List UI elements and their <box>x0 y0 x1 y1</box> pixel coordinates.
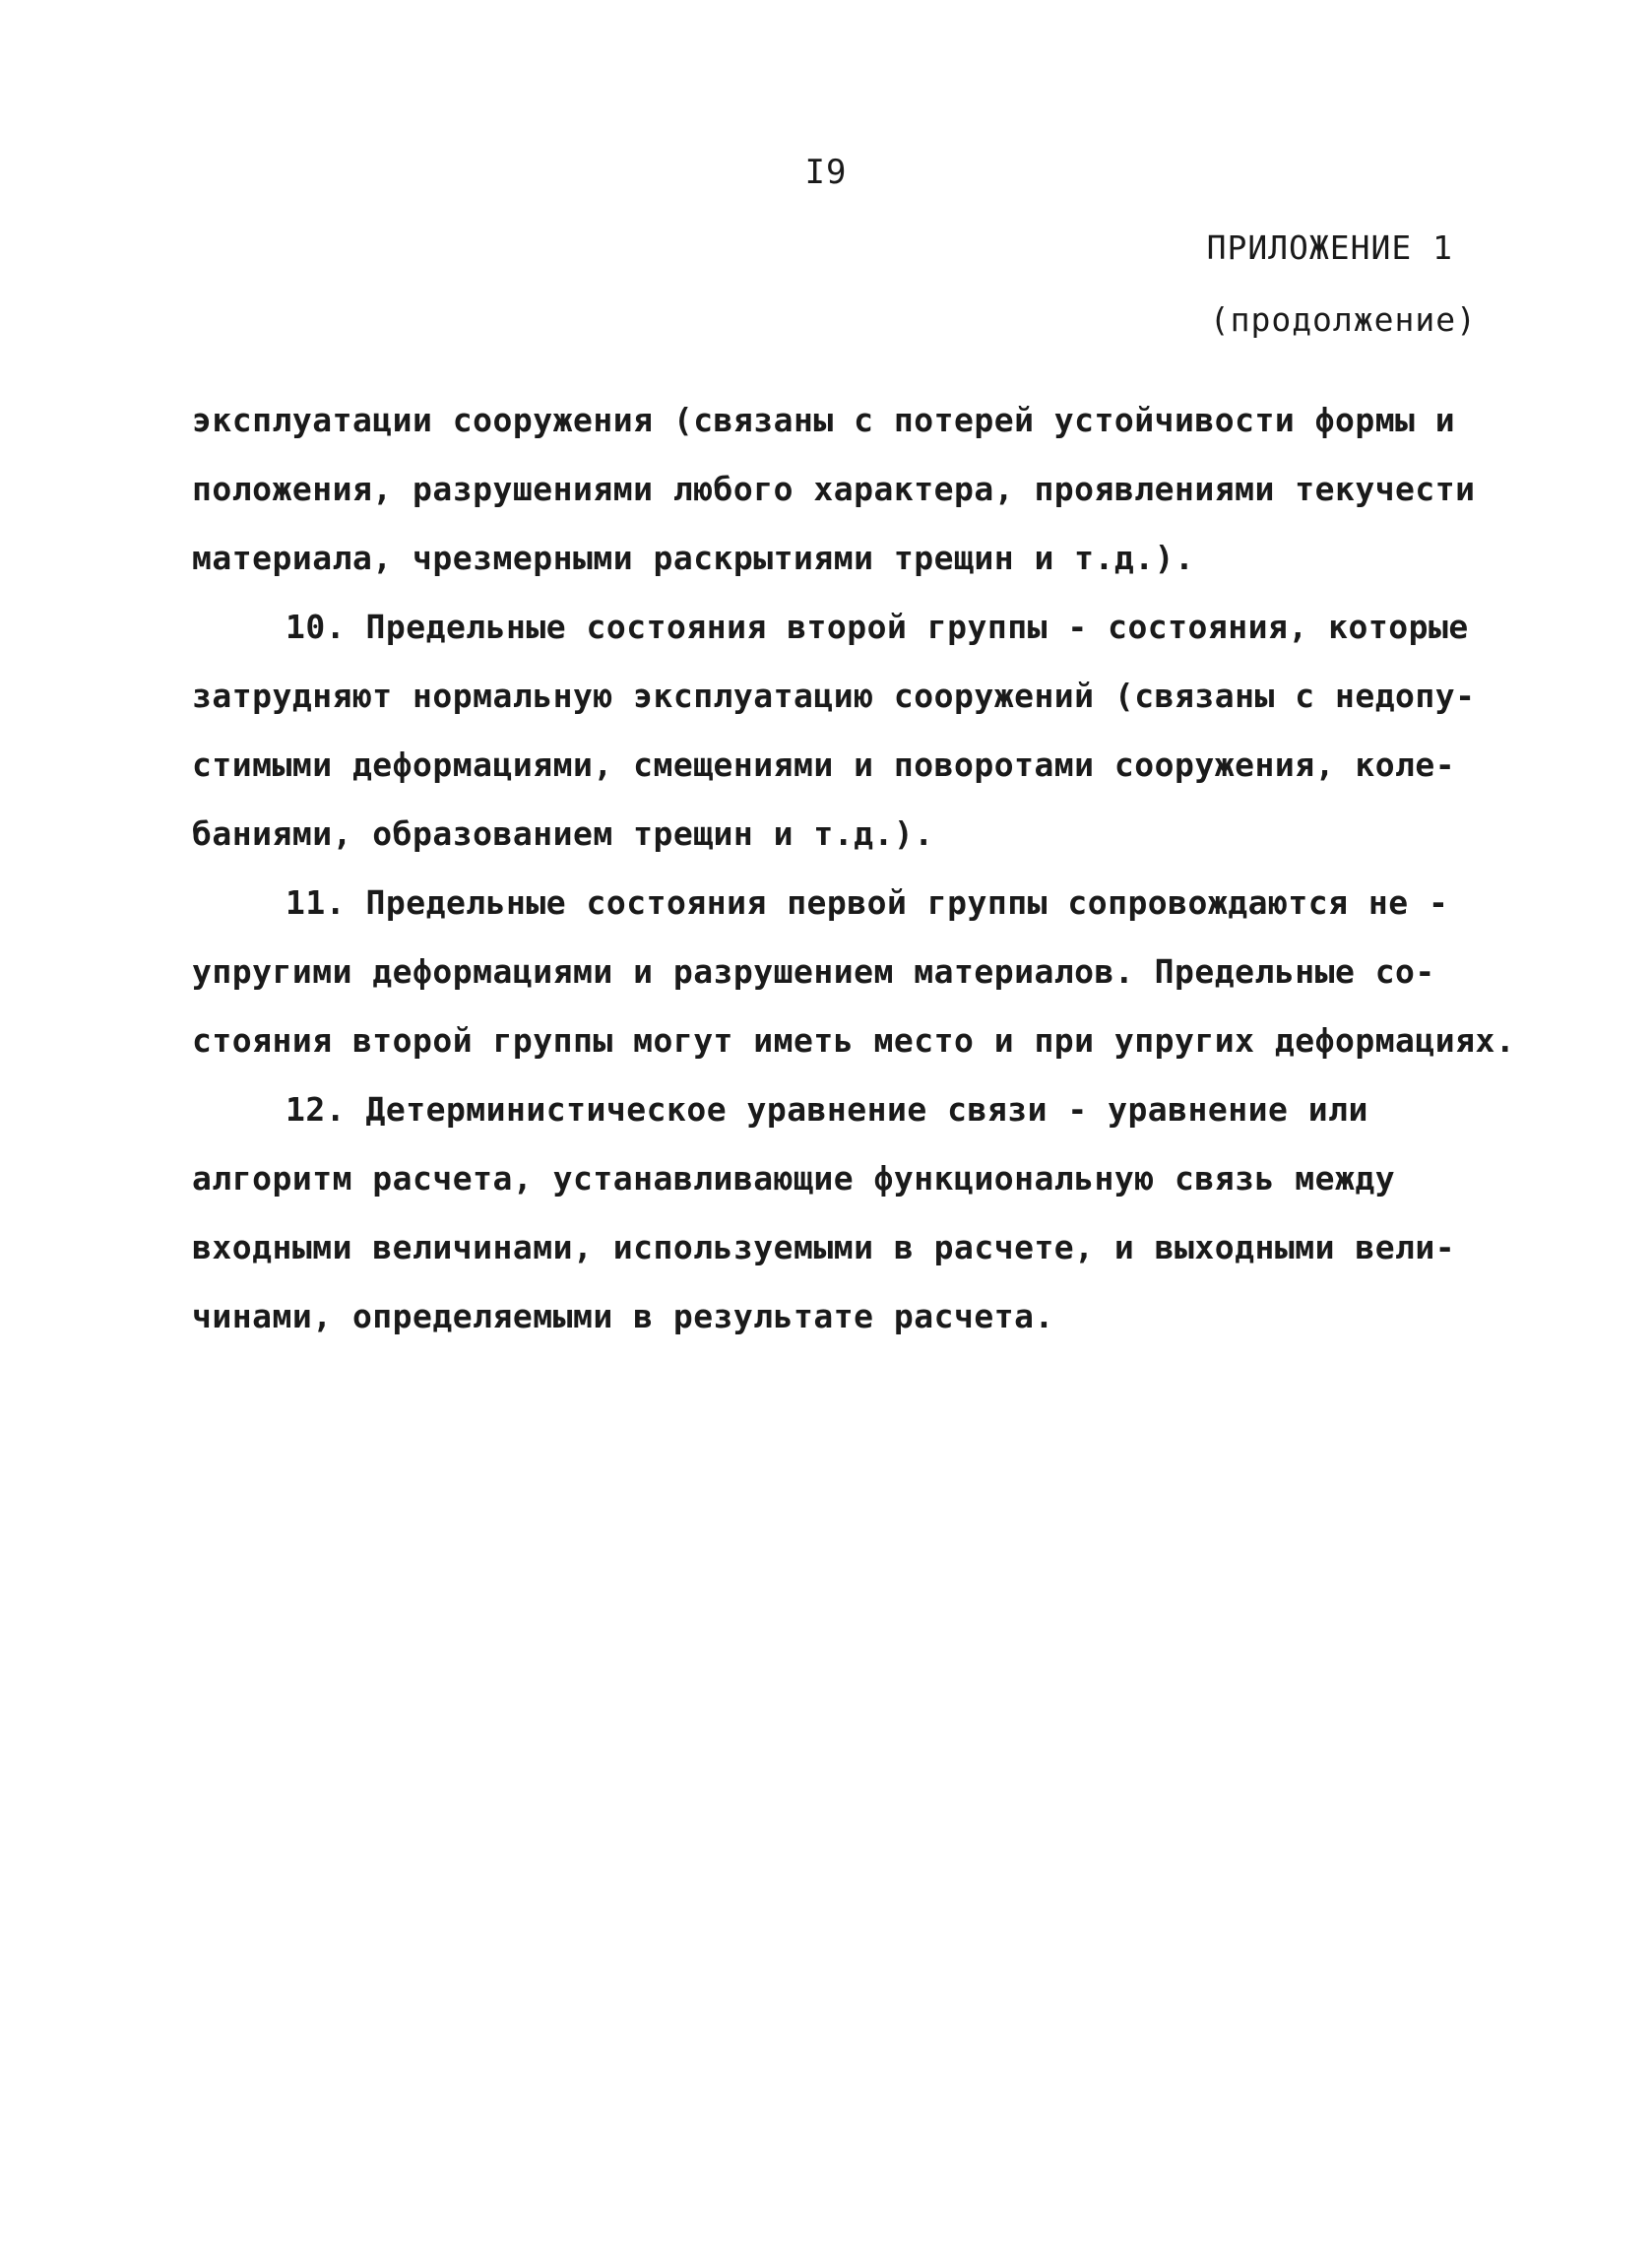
text-line: упругими деформациями и разрушением материалов. Предельные со- <box>192 952 1435 991</box>
text-line: затрудняют нормальную эксплуатацию сооружений (связаны с недопу- <box>192 677 1476 715</box>
text-line: эксплуатации сооружения (связаны с потерей устойчивости формы и <box>192 401 1456 439</box>
text-line: чинами, определяемыми в результате расчета. <box>192 1297 1054 1335</box>
paragraph-11-start: 11. Предельные состояния первой группы сопровождаются не - <box>286 883 1449 922</box>
text-line: баниями, образованием трещин и т.д.). <box>192 814 934 853</box>
paragraph-10-start: 10. Предельные состояния второй группы - состояния, которые <box>286 608 1469 646</box>
body-text <box>192 386 1516 1351</box>
text-line: материала, чрезмерными раскрытиями трещин и т.д.). <box>192 539 1195 577</box>
page-number: I9 <box>804 153 848 192</box>
text-line: положения, разрушениями любого характера, проявлениями текучести <box>192 470 1476 508</box>
appendix-title: ПРИЛОЖЕНИЕ 1 <box>1206 228 1453 267</box>
text-line: алгоритм расчета, устанавливающие функциональную связь между <box>192 1159 1396 1198</box>
appendix-subtitle: (продолжение) <box>1209 300 1477 339</box>
text-line: входными величинами, используемыми в расчете, и выходными вели- <box>192 1228 1456 1266</box>
paragraph-12-start: 12. Детерминистическое уравнение связи - уравнение или <box>286 1090 1368 1129</box>
text-line: стимыми деформациями, смещениями и поворотами сооружения, коле- <box>192 745 1456 784</box>
text-line: стояния второй группы могут иметь место и при упругих деформациях. <box>192 1021 1516 1060</box>
